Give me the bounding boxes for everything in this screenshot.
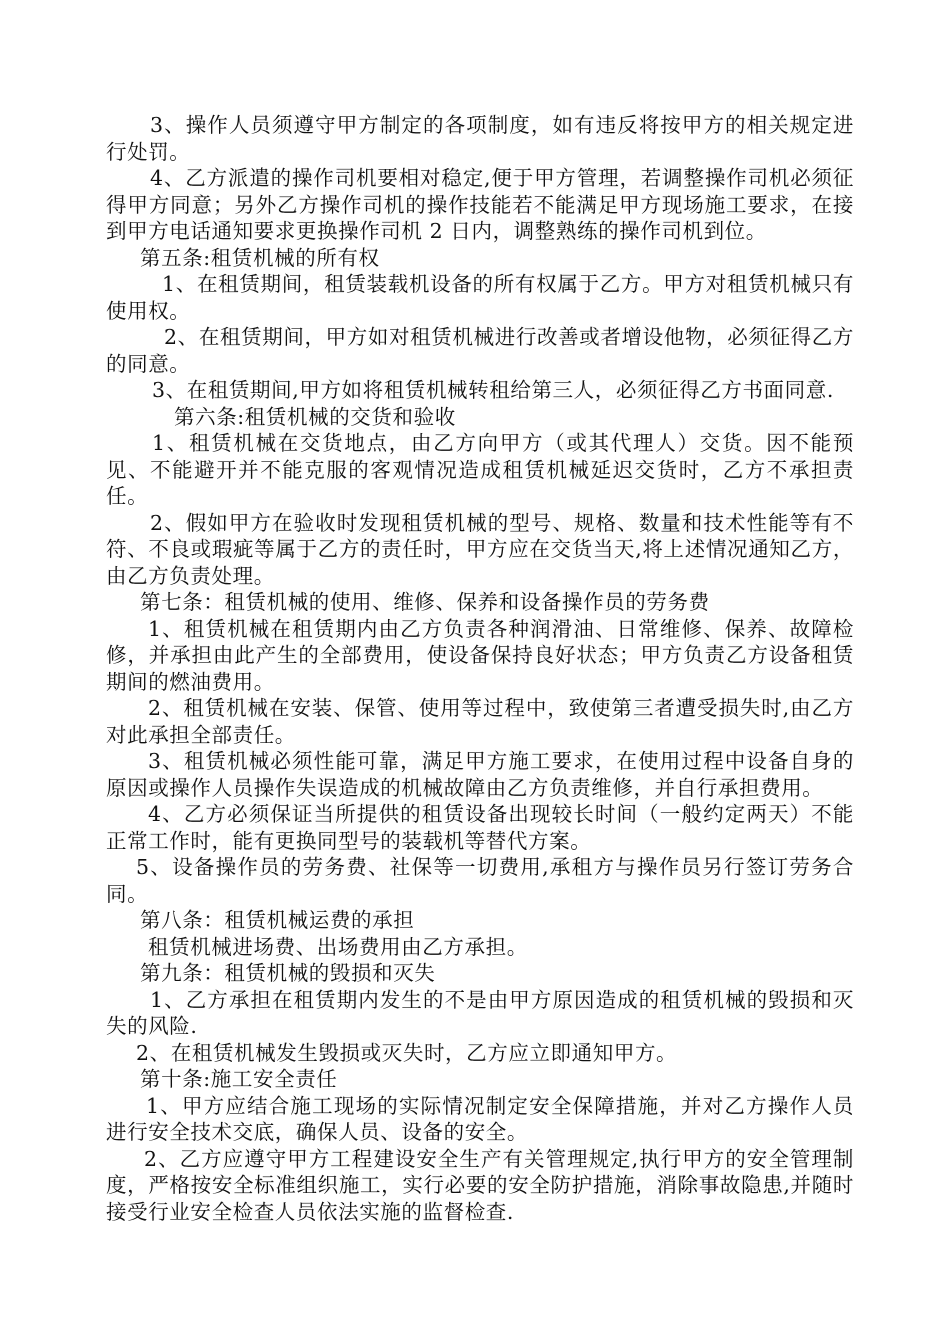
contract-body [106,112,854,1225]
article-7-heading: 第七条：租赁机械的使用、维修、保养和设备操作员的劳务费 [140,590,710,614]
clause-4-3: 3、操作人员须遵守甲方制定的各项制度，如有违反将按甲方的相关规定进行处罚。 [106,113,854,164]
clause-10-2: 2、乙方应遵守甲方工程建设安全生产有关管理规定,执行甲方的安全管理制度，严格按安全标准组织施工，实行必要的安全防护措施，消除事故隐患,并随时接受行业安全检查人员依法实施的监督检查. [106,1146,854,1224]
clause-8-body: 租赁机械进场费、出场费用由乙方承担。 [148,934,528,959]
clause-9-1: 1、乙方承担在租赁期内发生的不是由甲方原因造成的租赁机械的毁损和灭失的风险. [106,987,854,1038]
clause-7-5: 5、设备操作员的劳务费、社保等一切费用,承租方与操作员另行签订劳务合同。 [106,855,854,906]
clause-7-1: 1、租赁机械在租赁期内由乙方负责各种润滑油、日常维修、保养、故障检修，并承担由此产生的全部费用，使设备保持良好状态；甲方负责乙方设备租赁期间的燃油费用。 [106,616,854,694]
clause-6-1: 1、租赁机械在交货地点，由乙方向甲方（或其代理人）交货。因不能预见、不能避开并不能克服的客观情况造成租赁机械延迟交货时，乙方不承担责任。 [106,431,854,508]
clause-4-4: 4、乙方派遣的操作司机要相对稳定,便于甲方管理，若调整操作司机必须征得甲方同意；另外乙方操作司机的操作技能若不能满足甲方现场施工要求，在接到甲方电话通知要求更换操作司机 2 日内，调整熟练的操作司机到位。 [106,166,854,243]
clause-7-2: 2、租赁机械在安装、保管、使用等过程中，致使第三者遭受损失时,由乙方对此承担全部责任。 [106,696,854,747]
article-5-heading: 第五条:租赁机械的所有权 [140,245,380,270]
clause-9-2: 2、在租赁机械发生毁损或灭失时，乙方应立即通知甲方。 [136,1040,678,1065]
article-8-heading: 第八条：租赁机械运费的承担 [140,908,415,932]
clause-7-3: 3、租赁机械必须性能可靠，满足甲方施工要求，在使用过程中设备自身的原因或操作人员操作失误造成的机械故障由乙方负责维修，并自行承担费用。 [106,749,854,800]
clause-6-2: 2、假如甲方在验收时发现租赁机械的型号、规格、数量和技术性能等有不符、不良或瑕疵等属于乙方的责任时，甲方应在交货当天,将上述情况通知乙方，由乙方负责处理。 [106,510,854,588]
clause-5-3: 3、在租赁期间,甲方如将租赁机械转租给第三人，必须征得乙方书面同意. [152,378,834,402]
clause-5-2: 2、在租赁期间，甲方如对租赁机械进行改善或者增设他物，必须征得乙方的同意。 [106,325,854,376]
article-6-heading: 第六条:租赁机械的交货和验收 [174,404,456,429]
article-9-heading: 第九条：租赁机械的毁损和灭失 [140,961,436,985]
clause-5-1: 1、在租赁期间，租赁装载机设备的所有权属于乙方。甲方对租赁机械只有使用权。 [106,272,854,323]
clause-10-1: 1、甲方应结合施工现场的实际情况制定安全保障措施，并对乙方操作人员进行安全技术交底，确保人员、设备的安全。 [106,1093,854,1144]
clause-7-4: 4、乙方必须保证当所提供的租赁设备出现较长时间（一般约定两天）不能正常工作时，能有更换同型号的装载机等替代方案。 [106,802,854,853]
article-10-heading: 第十条:施工安全责任 [140,1067,338,1091]
